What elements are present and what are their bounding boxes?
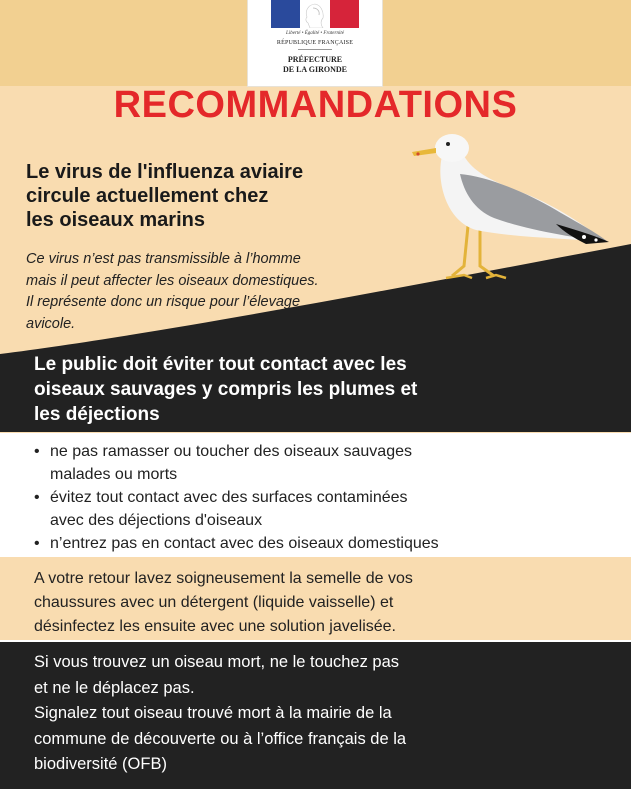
bullet-icon: • xyxy=(34,535,40,552)
warning-text: Le public doit éviter tout contact avec les oiseaux sauvages y compris les plumes et les déjections xyxy=(34,354,418,425)
recommendation-list xyxy=(34,440,624,555)
marianne-icon xyxy=(293,2,333,28)
intro-body: Ce virus n’est pas transmissible à l’homme mais il peut affecter les oiseaux domestiques. Il représente donc un risque pour l’élevage avicole. xyxy=(26,251,319,332)
page-title: RECOMMANDATIONS xyxy=(113,84,518,126)
republic-name: RÉPUBLIQUE FRANÇAISE xyxy=(276,40,354,46)
intro-heading: Le virus de l'influenza aviaire circule actuellement chez les oiseaux marins xyxy=(26,161,304,231)
advice-text: A votre retour lavez soigneusement la semelle de vos chaussures avec un détergent (liquide vaisselle) et désinfectez les ensuite avec une solution javelisée. xyxy=(34,570,413,635)
logo-divider xyxy=(298,49,332,50)
prefecture-name: PRÉFECTURE DE LA GIRONDE xyxy=(282,55,347,74)
republic-motto: Liberté • Égalité • Fraternité xyxy=(286,31,344,36)
dead-bird-text: Si vous trouvez un oiseau mort, ne le touchez pas et ne le déplacez pas. Signalez tout oiseau trouvé mort à la mairie de la commune de découverte ou à l’office français de la biodiversité (OFB) xyxy=(34,653,407,773)
bullet-icon: • xyxy=(34,489,40,506)
list-item: • n’entrez pas en contact avec des oiseaux domestiques xyxy=(34,532,624,555)
prefecture-logo xyxy=(248,0,382,86)
seagull-icon xyxy=(406,126,611,282)
list-item: • ne pas ramasser ou toucher des oiseaux sauvages malades ou morts xyxy=(34,440,624,486)
bullet-icon: • xyxy=(34,443,40,460)
list-item: • évitez tout contact avec des surfaces contaminées avec des déjections d'oiseaux xyxy=(34,486,624,532)
